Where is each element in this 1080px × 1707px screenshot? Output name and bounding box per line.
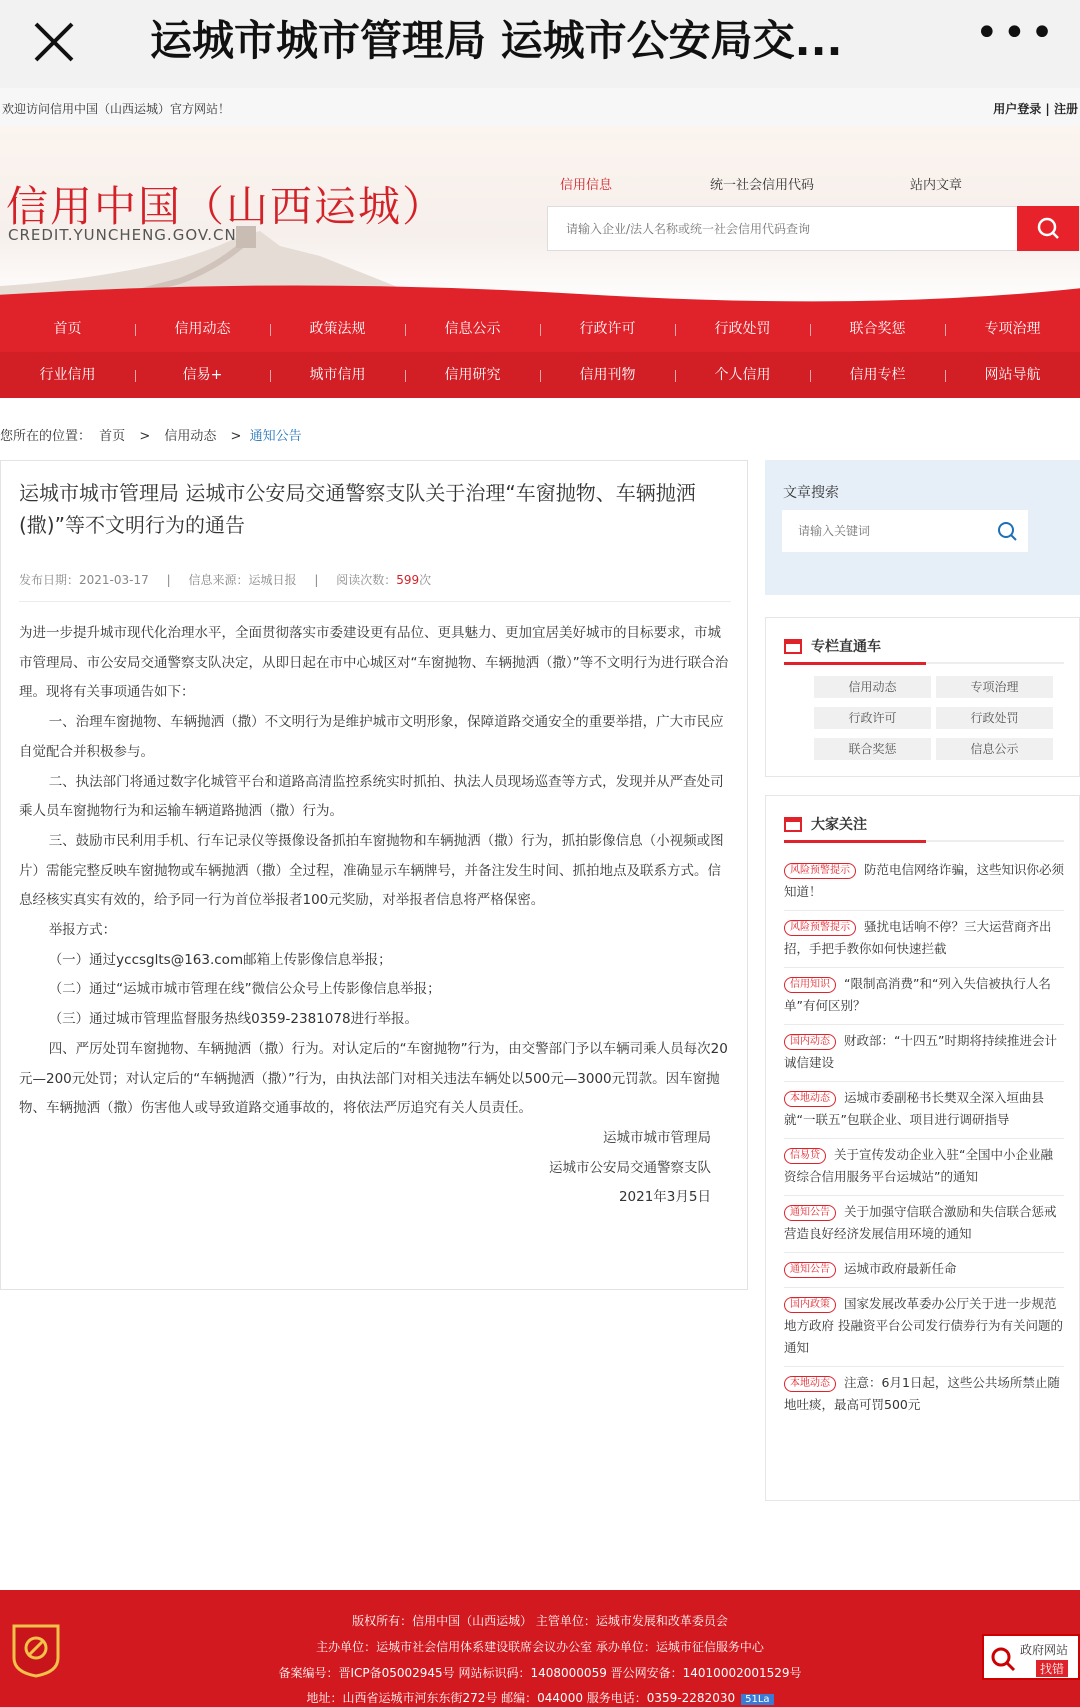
- app-bar: [0, 0, 1080, 88]
- article-body: [19, 619, 731, 1213]
- site-footer: [0, 1590, 1080, 1707]
- footer-organizer: 主办单位：运城市社会信用体系建设联席会议办公室 承办单位：运城市征信服务中心: [316, 1640, 764, 1654]
- focus-text[interactable]: 防范电信网络诈骗，这些知识你必须知道！: [784, 862, 1065, 899]
- tab-credit-code[interactable]: 统一社会信用代码: [710, 178, 815, 193]
- main-nav: [0, 306, 1080, 398]
- breadcrumb-credit-news[interactable]: 信用动态: [164, 429, 217, 444]
- focus-tag: 风险预警提示: [784, 863, 856, 879]
- more-icon[interactable]: •••: [975, 10, 1058, 56]
- meta-source-label: 信息来源：: [188, 573, 249, 587]
- article-paragraph: 一、治理车窗抛物、车辆抛洒（撒）不文明行为是维护城市文明形象，保障道路交通安全的重要举措，广大市民应自觉配合并积极参与。: [19, 714, 724, 760]
- direct-link[interactable]: 行政处罚: [936, 707, 1053, 729]
- focus-tag: 信易贷: [784, 1148, 826, 1164]
- direct-link[interactable]: 信用动态: [814, 676, 931, 698]
- article-paragraph: 三、鼓励市民利用手机、行车记录仪等摄像设备抓拍车窗抛物和车辆抛洒（撒）行为，抓拍影像信息（小视频或图片）需能完整反映车窗抛物或车辆抛洒（撒）全过程，准确显示车辆牌号，并备注发生时间、抓拍地点及联系方式。信息经核实真实有效的，给予同一行为首位举报者100元奖励，对举报者信息将严格保密。: [19, 832, 724, 909]
- findbug-action: 找错: [1036, 1660, 1068, 1677]
- direct-link[interactable]: 信息公示: [936, 738, 1053, 760]
- tab-credit-info[interactable]: 信用信息: [560, 178, 613, 193]
- main-search: [547, 206, 1080, 251]
- login-register-link[interactable]: 用户登录 | 注册: [993, 102, 1078, 116]
- focus-item[interactable]: [784, 854, 1064, 911]
- focus-text[interactable]: 运城市政府最新任命: [844, 1261, 957, 1276]
- gov-site-error-report[interactable]: [982, 1634, 1080, 1680]
- article-paragraph: 举报方式：: [48, 922, 117, 939]
- main-search-input[interactable]: [548, 207, 1018, 250]
- breadcrumb: [0, 425, 312, 444]
- signature-2: 运城市公安局交通警察支队: [549, 1159, 711, 1176]
- app-bar-title: 运城市城市管理局 运城市公安局交...: [150, 16, 843, 65]
- article-paragraph: 为进一步提升城市现代化治理水平，全面贯彻落实市委建设更有品位、更具魅力、更加宜居美好城市的目标要求，市城市管理局、市公安局交通警察支队决定，从即日起在市中心城区对“车窗抛物、车辆抛洒（撒）”等不文明行为进行联合治理。现将有关事项通告如下：: [19, 625, 729, 701]
- article-paragraph: （二）通过“运城市城市管理在线”微信公众号上传影像信息举报；: [48, 981, 441, 998]
- focus-tag: 通知公告: [784, 1205, 836, 1221]
- article-paragraph: （三）通过城市管理监督服务热线0359-2381078进行举报。: [48, 1011, 419, 1028]
- search-icon[interactable]: [996, 520, 1018, 542]
- article-search-label: 文章搜索: [783, 485, 839, 501]
- focus-item[interactable]: [784, 1025, 1064, 1082]
- direct-link[interactable]: 联合奖惩: [814, 738, 931, 760]
- article-search: [765, 460, 1080, 595]
- nav-city-credit[interactable]: 城市信用: [270, 352, 405, 398]
- breadcrumb-label: 您所在的位置：: [0, 429, 92, 444]
- footer-copyright: 版权所有：信用中国（山西运城） 主管单位：运城市发展和改革委员会: [352, 1614, 728, 1628]
- focus-item[interactable]: [784, 1367, 1064, 1423]
- title-underline: [784, 840, 1064, 842]
- nav-industry[interactable]: 行业信用: [39, 367, 96, 383]
- focus-title: 大家关注: [811, 817, 867, 833]
- site-logo-domain: CREDIT.YUNCHENG.GOV.CN: [8, 226, 237, 244]
- meta-read-unit: 次: [419, 573, 432, 587]
- stats-badge[interactable]: 51La: [741, 1694, 773, 1705]
- focus-item[interactable]: [784, 1196, 1064, 1253]
- signature-1: 运城市城市管理局: [603, 1129, 711, 1146]
- nav-publications[interactable]: 信用刊物: [540, 352, 675, 398]
- search-icon: [1017, 206, 1079, 251]
- focus-tag: 国内动态: [784, 1034, 836, 1050]
- direct-link[interactable]: 专项治理: [936, 676, 1053, 698]
- article: [0, 460, 748, 1290]
- meta-read-count: 599: [396, 573, 420, 587]
- signature-date: 2021年3月5日: [618, 1189, 711, 1206]
- findbug-label: 政府网站: [1020, 1643, 1069, 1657]
- focus-tag: 本地动态: [784, 1091, 836, 1107]
- nav-admin-penalty[interactable]: 行政处罚: [675, 306, 810, 352]
- focus-panel: [765, 795, 1080, 1501]
- title-underline: [784, 662, 1064, 664]
- nav-info-public[interactable]: 信息公示: [405, 306, 540, 352]
- nav-special[interactable]: 专项治理: [945, 306, 1080, 352]
- focus-tag: 国内政策: [784, 1297, 836, 1313]
- nav-xinyi[interactable]: 信易+: [135, 352, 270, 398]
- focus-item[interactable]: [784, 1288, 1064, 1367]
- focus-list: [784, 854, 1064, 1423]
- breadcrumb-sep: >: [230, 429, 242, 444]
- article-paragraph: 四、严厉处罚车窗抛物、车辆抛洒（撒）行为。对认定后的“车窗抛物”行为，由交警部门予以车辆司乘人员每次20元—200元处罚；对认定后的“车辆抛洒（撒）”行为，由执法部门对相关违法车辆处以500元—3000元罚款。因车窗抛物、车辆抛洒（撒）伤害他人或导致道路交通事故的，将依法严厉追究有关人员责任。: [19, 1040, 728, 1117]
- article-search-input[interactable]: [782, 510, 982, 552]
- nav-sitemap[interactable]: 网站导航: [945, 352, 1080, 398]
- article-paragraph: 二、执法部门将通过数字化城管平台和道路高清监控系统实时抓拍、执法人员现场巡查等方式，发现并从严查处司乘人员车窗抛物行为和运输车辆道路抛洒（撒）行为。: [19, 773, 724, 820]
- focus-text[interactable]: 关于加强守信联合激励和失信联合惩戒营造良好经济发展信用环境的通知: [784, 1204, 1057, 1241]
- nav-credit-news[interactable]: 信用动态: [135, 306, 270, 352]
- welcome-text: 欢迎访问信用中国（山西运城）官方网站！: [2, 102, 231, 116]
- nav-personal[interactable]: 个人信用: [675, 352, 810, 398]
- article-title: 运城市城市管理局 运城市公安局交通警察支队关于治理“车窗抛物、车辆抛洒(撒)”等不文明行为的通告: [19, 481, 696, 537]
- nav-admin-license[interactable]: 行政许可: [540, 306, 675, 352]
- focus-item[interactable]: [784, 1253, 1064, 1288]
- nav-row-2: [0, 352, 1080, 398]
- nav-joint-reward[interactable]: 联合奖惩: [810, 306, 945, 352]
- magnifier-icon: [988, 1644, 1018, 1674]
- breadcrumb-current[interactable]: 通知公告: [249, 429, 302, 444]
- nav-column[interactable]: 信用专栏: [810, 352, 945, 398]
- focus-item[interactable]: [784, 1139, 1064, 1196]
- meta-read-label: 阅读次数：: [336, 573, 397, 587]
- nav-research[interactable]: 信用研究: [405, 352, 540, 398]
- focus-text[interactable]: 国家发展改革委办公厅关于进一步规范地方政府 投融资平台公司发行债券行为有关问题的通知: [784, 1296, 1063, 1355]
- nav-policy[interactable]: 政策法规: [270, 306, 405, 352]
- nav-row-1: [0, 306, 1080, 352]
- focus-tag: 信用知识: [784, 977, 836, 993]
- meta-source: 运城日报: [248, 573, 297, 587]
- article-meta: 发布日期：2021-03-17 | 信息来源：运城日报 | 阅读次数：599次: [19, 573, 432, 587]
- direct-column-panel: [765, 617, 1080, 777]
- article-search-box: [782, 510, 1028, 552]
- site-header: [0, 126, 1080, 306]
- focus-text[interactable]: 注意：6月1日起，这些公共场所禁止随地吐痰，最高可罚500元: [784, 1375, 1060, 1412]
- breadcrumb-home[interactable]: 首页: [99, 429, 126, 444]
- meta-date: 2021-03-17: [79, 573, 149, 587]
- site-logo[interactable]: 信用中国（山西运城）: [6, 182, 447, 231]
- focus-item[interactable]: [784, 968, 1064, 1025]
- divider: [19, 601, 731, 602]
- breadcrumb-sep: >: [139, 429, 151, 444]
- direct-link[interactable]: 行政许可: [814, 707, 931, 729]
- top-bar: [0, 88, 1080, 126]
- meta-date-label: 发布日期：: [19, 573, 80, 587]
- article-paragraph: （一）通过yccsglts@163.com邮箱上传影像信息举报；: [48, 951, 392, 968]
- direct-column-title: 专栏直通车: [811, 639, 881, 655]
- focus-tag: 本地动态: [784, 1376, 836, 1392]
- focus-text[interactable]: “限制高消费”和“列入失信被执行人名单”有何区别？: [784, 976, 1051, 1013]
- footer-record: 备案编号：晋ICP备05002945号 网站标识码：1408000059 晋公网安备：14010002001529号: [278, 1666, 802, 1680]
- tab-site-articles[interactable]: 站内文章: [910, 178, 963, 193]
- focus-tag: 通知公告: [784, 1262, 836, 1278]
- focus-text[interactable]: 运城市委副秘书长樊双全深入垣曲县就“一联五”包联企业、项目进行调研指导: [784, 1090, 1045, 1127]
- close-icon[interactable]: [30, 18, 78, 66]
- nav-home[interactable]: 首页: [53, 321, 82, 337]
- focus-text[interactable]: 关于宣传发动企业入驻“全国中小企业融资综合信用服务平台运城站”的通知: [784, 1147, 1053, 1184]
- footer-address-text: 地址：山西省运城市河东东街272号 邮编：044000 服务电话：0359-2282030: [306, 1691, 736, 1705]
- footer-address: [0, 1689, 1080, 1706]
- focus-text[interactable]: 财政部：“十四五”时期将持续推进会计诚信建设: [784, 1033, 1057, 1070]
- focus-tag: 风险预警提示: [784, 920, 856, 936]
- focus-item[interactable]: [784, 1082, 1064, 1139]
- focus-text[interactable]: 骚扰电话响不停？三大运营商齐出招，手把手教你如何快速拦截: [784, 919, 1052, 956]
- focus-item[interactable]: [784, 911, 1064, 968]
- search-button[interactable]: [1017, 206, 1079, 251]
- header-swoosh: [0, 276, 1080, 306]
